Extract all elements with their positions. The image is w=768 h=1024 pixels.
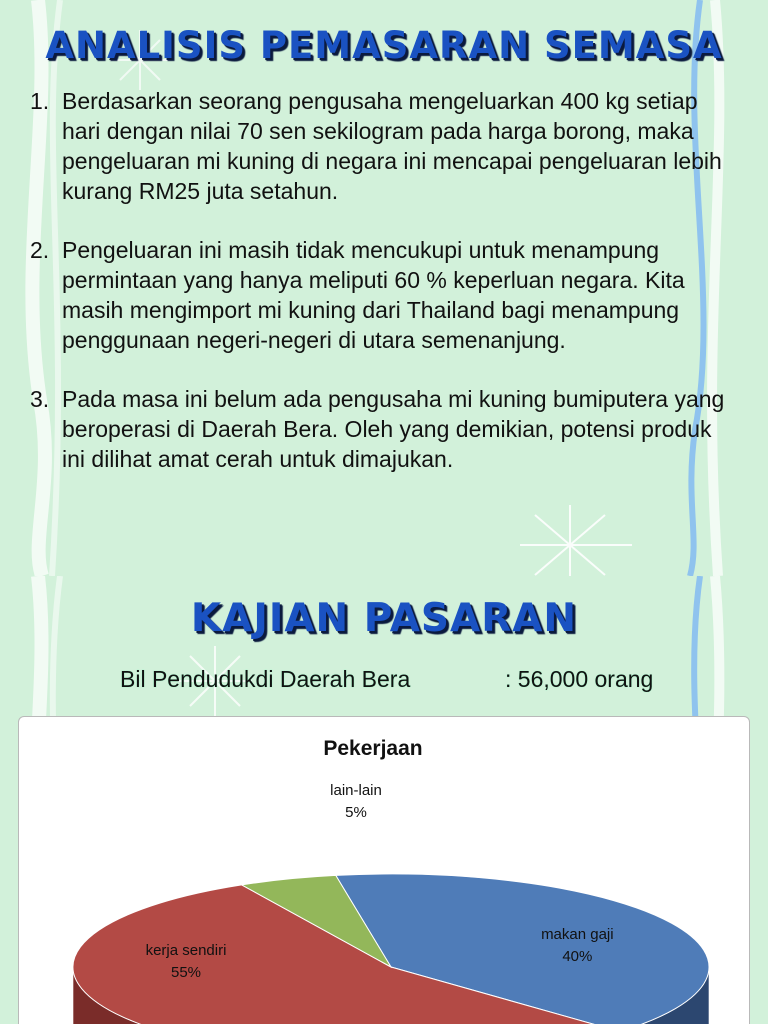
list-item [30, 235, 735, 355]
item-number: 2. [30, 237, 50, 263]
item-text: Pengeluaran ini masih tidak mencukupi untuk menampung permintaan yang hanya meliputi 60 % keperluan negara. Kita masih mengimport mi kuning dari Thailand bagi menampung penggunaan negeri-negeri di utara semenanjung. [62, 237, 685, 353]
slide-title: ANALISIS PEMASARAN SEMASA [45, 24, 723, 67]
pie-chart-svg [19, 717, 751, 1024]
slide-title: KAJIAN PASARAN [190, 596, 578, 641]
item-text: Berdasarkan seorang pengusaha mengeluarkan 400 kg setiap hari dengan nilai 70 sen sekilogram pada harga borong, maka pengeluaran mi kuning di negara ini mencapai pengeluaran lebih kurang RM25 juta setahun. [62, 88, 722, 204]
list-item [30, 86, 735, 206]
slide-kajian [0, 576, 768, 1024]
slice-label: makan gaji [541, 926, 614, 943]
slice-label: lain-lain [330, 782, 382, 799]
item-number: 3. [30, 386, 50, 412]
chart-title: Pekerjaan [323, 737, 423, 760]
item-text: Pada masa ini belum ada pengusaha mi kuning bumiputera yang beroperasi di Daerah Bera. Oleh yang demikian, potensi produk ini dilihat amat cerah untuk dimajukan. [62, 386, 725, 472]
points-list [30, 86, 735, 503]
population-label: Bil Pendudukdi Daerah Bera [120, 666, 411, 692]
slice-value-label: 55% [170, 964, 202, 981]
slice-value-label: 40% [562, 948, 593, 965]
population-value: : 56,000 orang [505, 666, 654, 692]
list-item [30, 384, 735, 474]
slice-value-label: 5% [345, 804, 367, 821]
pie-chart [18, 716, 750, 1024]
slice-label: kerja sendiri [145, 942, 227, 959]
item-number: 1. [30, 88, 50, 114]
